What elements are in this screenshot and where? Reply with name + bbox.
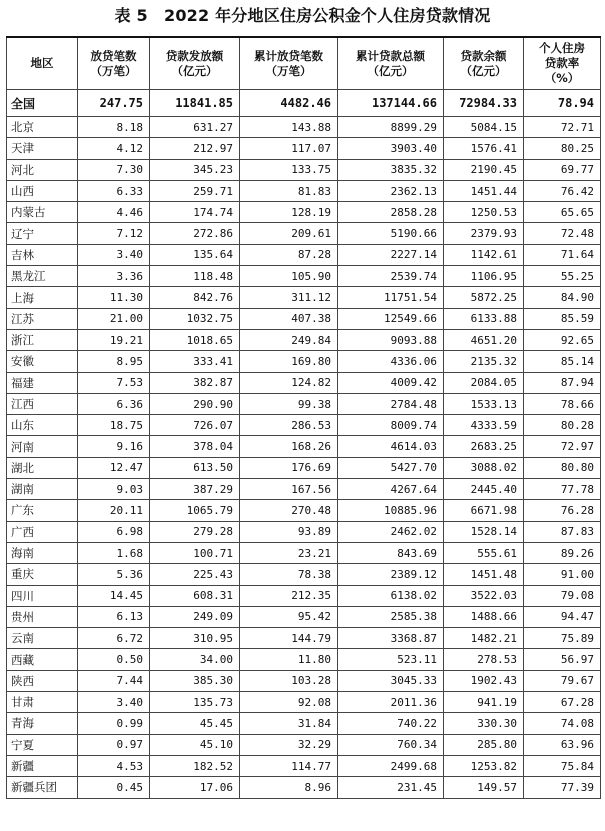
- value-cell: 9.03: [78, 479, 150, 500]
- value-cell: 2858.28: [338, 202, 444, 223]
- region-cell: 河南: [7, 436, 78, 457]
- value-cell: 91.00: [524, 564, 601, 585]
- column-header-6: 个人住房 贷款率 （%）: [524, 37, 601, 90]
- value-cell: 3835.32: [338, 159, 444, 180]
- value-cell: 8.96: [240, 777, 338, 798]
- value-cell: 11841.85: [150, 90, 240, 117]
- region-cell: 四川: [7, 585, 78, 606]
- value-cell: 5190.66: [338, 223, 444, 244]
- value-cell: 3903.40: [338, 138, 444, 159]
- value-cell: 7.44: [78, 670, 150, 691]
- value-cell: 77.39: [524, 777, 601, 798]
- value-cell: 2585.38: [338, 606, 444, 627]
- value-cell: 19.21: [78, 329, 150, 350]
- value-cell: 87.94: [524, 372, 601, 393]
- value-cell: 278.53: [444, 649, 524, 670]
- value-cell: 133.75: [240, 159, 338, 180]
- region-cell: 湖南: [7, 479, 78, 500]
- value-cell: 4333.59: [444, 415, 524, 436]
- value-cell: 3.36: [78, 266, 150, 287]
- value-cell: 247.75: [78, 90, 150, 117]
- header-row: [7, 37, 601, 90]
- value-cell: 137144.66: [338, 90, 444, 117]
- value-cell: 2362.13: [338, 180, 444, 201]
- value-cell: 76.42: [524, 180, 601, 201]
- value-cell: 225.43: [150, 564, 240, 585]
- total-row: [7, 90, 601, 117]
- value-cell: 69.77: [524, 159, 601, 180]
- region-cell: 宁夏: [7, 734, 78, 755]
- column-header-1: 放贷笔数 （万笔）: [78, 37, 150, 90]
- table-row: [7, 734, 601, 755]
- value-cell: 124.82: [240, 372, 338, 393]
- value-cell: 80.25: [524, 138, 601, 159]
- region-cell: 辽宁: [7, 223, 78, 244]
- value-cell: 11751.54: [338, 287, 444, 308]
- table-row: [7, 436, 601, 457]
- value-cell: 6.36: [78, 393, 150, 414]
- table-row: [7, 138, 601, 159]
- value-cell: 279.28: [150, 521, 240, 542]
- value-cell: 174.74: [150, 202, 240, 223]
- value-cell: 1488.66: [444, 606, 524, 627]
- value-cell: 555.61: [444, 542, 524, 563]
- value-cell: 117.07: [240, 138, 338, 159]
- value-cell: 2499.68: [338, 755, 444, 776]
- value-cell: 8.95: [78, 351, 150, 372]
- value-cell: 95.42: [240, 606, 338, 627]
- value-cell: 128.19: [240, 202, 338, 223]
- value-cell: 286.53: [240, 415, 338, 436]
- value-cell: 249.84: [240, 329, 338, 350]
- value-cell: 81.83: [240, 180, 338, 201]
- value-cell: 75.89: [524, 628, 601, 649]
- value-cell: 80.28: [524, 415, 601, 436]
- value-cell: 4.53: [78, 755, 150, 776]
- value-cell: 290.90: [150, 393, 240, 414]
- value-cell: 12.47: [78, 457, 150, 478]
- value-cell: 4.12: [78, 138, 150, 159]
- region-cell: 全国: [7, 90, 78, 117]
- value-cell: 23.21: [240, 542, 338, 563]
- table-header: [7, 37, 601, 90]
- table-row: [7, 223, 601, 244]
- column-header-5: 贷款余额 （亿元）: [444, 37, 524, 90]
- value-cell: 6671.98: [444, 500, 524, 521]
- value-cell: 10885.96: [338, 500, 444, 521]
- value-cell: 3.40: [78, 692, 150, 713]
- value-cell: 8.18: [78, 117, 150, 138]
- value-cell: 1106.95: [444, 266, 524, 287]
- table-row: [7, 266, 601, 287]
- value-cell: 3045.33: [338, 670, 444, 691]
- region-cell: 河北: [7, 159, 78, 180]
- table-row: [7, 457, 601, 478]
- value-cell: 182.52: [150, 755, 240, 776]
- value-cell: 11.80: [240, 649, 338, 670]
- table-row: [7, 117, 601, 138]
- value-cell: 85.59: [524, 308, 601, 329]
- table-row: [7, 415, 601, 436]
- table-row: [7, 713, 601, 734]
- value-cell: 74.08: [524, 713, 601, 734]
- value-cell: 4.46: [78, 202, 150, 223]
- table-row: [7, 542, 601, 563]
- value-cell: 2539.74: [338, 266, 444, 287]
- value-cell: 21.00: [78, 308, 150, 329]
- value-cell: 310.95: [150, 628, 240, 649]
- value-cell: 6138.02: [338, 585, 444, 606]
- value-cell: 1142.61: [444, 244, 524, 265]
- value-cell: 941.19: [444, 692, 524, 713]
- value-cell: 65.65: [524, 202, 601, 223]
- region-cell: 海南: [7, 542, 78, 563]
- value-cell: 11.30: [78, 287, 150, 308]
- value-cell: 1528.14: [444, 521, 524, 542]
- value-cell: 114.77: [240, 755, 338, 776]
- value-cell: 18.75: [78, 415, 150, 436]
- value-cell: 20.11: [78, 500, 150, 521]
- value-cell: 31.84: [240, 713, 338, 734]
- value-cell: 32.29: [240, 734, 338, 755]
- region-cell: 山西: [7, 180, 78, 201]
- table-row: [7, 670, 601, 691]
- region-cell: 贵州: [7, 606, 78, 627]
- region-cell: 西藏: [7, 649, 78, 670]
- value-cell: 87.28: [240, 244, 338, 265]
- value-cell: 84.90: [524, 287, 601, 308]
- value-cell: 726.07: [150, 415, 240, 436]
- value-cell: 3.40: [78, 244, 150, 265]
- table-row: [7, 564, 601, 585]
- value-cell: 2379.93: [444, 223, 524, 244]
- table-row: [7, 393, 601, 414]
- value-cell: 4267.64: [338, 479, 444, 500]
- value-cell: 118.48: [150, 266, 240, 287]
- value-cell: 85.14: [524, 351, 601, 372]
- value-cell: 71.64: [524, 244, 601, 265]
- value-cell: 378.04: [150, 436, 240, 457]
- value-cell: 6133.88: [444, 308, 524, 329]
- value-cell: 843.69: [338, 542, 444, 563]
- value-cell: 385.30: [150, 670, 240, 691]
- region-cell: 湖北: [7, 457, 78, 478]
- value-cell: 169.80: [240, 351, 338, 372]
- table-title: 表 5 2022 年分地区住房公积金个人住房贷款情况: [114, 6, 491, 25]
- value-cell: 0.99: [78, 713, 150, 734]
- value-cell: 45.10: [150, 734, 240, 755]
- value-cell: 7.12: [78, 223, 150, 244]
- value-cell: 330.30: [444, 713, 524, 734]
- value-cell: 17.06: [150, 777, 240, 798]
- region-cell: 甘肃: [7, 692, 78, 713]
- value-cell: 345.23: [150, 159, 240, 180]
- value-cell: 1482.21: [444, 628, 524, 649]
- value-cell: 523.11: [338, 649, 444, 670]
- region-cell: 新疆兵团: [7, 777, 78, 798]
- value-cell: 212.97: [150, 138, 240, 159]
- value-cell: 6.98: [78, 521, 150, 542]
- value-cell: 2227.14: [338, 244, 444, 265]
- value-cell: 1451.44: [444, 180, 524, 201]
- table-row: [7, 500, 601, 521]
- value-cell: 0.45: [78, 777, 150, 798]
- value-cell: 0.97: [78, 734, 150, 755]
- value-cell: 3522.03: [444, 585, 524, 606]
- value-cell: 1065.79: [150, 500, 240, 521]
- value-cell: 1533.13: [444, 393, 524, 414]
- value-cell: 63.96: [524, 734, 601, 755]
- value-cell: 608.31: [150, 585, 240, 606]
- table-row: [7, 180, 601, 201]
- value-cell: 78.38: [240, 564, 338, 585]
- value-cell: 167.56: [240, 479, 338, 500]
- value-cell: 5.36: [78, 564, 150, 585]
- value-cell: 631.27: [150, 117, 240, 138]
- region-cell: 重庆: [7, 564, 78, 585]
- table-row: [7, 351, 601, 372]
- value-cell: 8899.29: [338, 117, 444, 138]
- value-cell: 0.50: [78, 649, 150, 670]
- value-cell: 212.35: [240, 585, 338, 606]
- loan-table: [6, 36, 601, 799]
- table-row: [7, 606, 601, 627]
- value-cell: 1032.75: [150, 308, 240, 329]
- value-cell: 56.97: [524, 649, 601, 670]
- value-cell: 72.71: [524, 117, 601, 138]
- value-cell: 740.22: [338, 713, 444, 734]
- region-cell: 内蒙古: [7, 202, 78, 223]
- value-cell: 45.45: [150, 713, 240, 734]
- value-cell: 135.73: [150, 692, 240, 713]
- value-cell: 1253.82: [444, 755, 524, 776]
- value-cell: 333.41: [150, 351, 240, 372]
- region-cell: 浙江: [7, 329, 78, 350]
- value-cell: 7.30: [78, 159, 150, 180]
- table-row: [7, 628, 601, 649]
- value-cell: 55.25: [524, 266, 601, 287]
- value-cell: 87.83: [524, 521, 601, 542]
- value-cell: 4009.42: [338, 372, 444, 393]
- value-cell: 3088.02: [444, 457, 524, 478]
- value-cell: 4614.03: [338, 436, 444, 457]
- table-row: [7, 287, 601, 308]
- table-row: [7, 777, 601, 798]
- region-cell: 北京: [7, 117, 78, 138]
- table-row: [7, 585, 601, 606]
- value-cell: 311.12: [240, 287, 338, 308]
- value-cell: 209.61: [240, 223, 338, 244]
- value-cell: 89.26: [524, 542, 601, 563]
- value-cell: 78.94: [524, 90, 601, 117]
- value-cell: 93.89: [240, 521, 338, 542]
- value-cell: 92.65: [524, 329, 601, 350]
- value-cell: 8009.74: [338, 415, 444, 436]
- region-cell: 新疆: [7, 755, 78, 776]
- value-cell: 1.68: [78, 542, 150, 563]
- table-row: [7, 692, 601, 713]
- value-cell: 231.45: [338, 777, 444, 798]
- table-row: [7, 308, 601, 329]
- value-cell: 143.88: [240, 117, 338, 138]
- value-cell: 2011.36: [338, 692, 444, 713]
- region-cell: 吉林: [7, 244, 78, 265]
- value-cell: 9.16: [78, 436, 150, 457]
- value-cell: 6.13: [78, 606, 150, 627]
- value-cell: 2389.12: [338, 564, 444, 585]
- value-cell: 5427.70: [338, 457, 444, 478]
- table-row: [7, 649, 601, 670]
- value-cell: 144.79: [240, 628, 338, 649]
- value-cell: 14.45: [78, 585, 150, 606]
- value-cell: 135.64: [150, 244, 240, 265]
- value-cell: 12549.66: [338, 308, 444, 329]
- value-cell: 9093.88: [338, 329, 444, 350]
- region-cell: 天津: [7, 138, 78, 159]
- value-cell: 105.90: [240, 266, 338, 287]
- value-cell: 249.09: [150, 606, 240, 627]
- table-row: [7, 755, 601, 776]
- value-cell: 259.71: [150, 180, 240, 201]
- value-cell: 94.47: [524, 606, 601, 627]
- column-header-4: 累计贷款总额 （亿元）: [338, 37, 444, 90]
- table-row: [7, 479, 601, 500]
- value-cell: 72.97: [524, 436, 601, 457]
- value-cell: 1451.48: [444, 564, 524, 585]
- column-header-2: 贷款发放额 （亿元）: [150, 37, 240, 90]
- value-cell: 4482.46: [240, 90, 338, 117]
- table-row: [7, 521, 601, 542]
- region-cell: 江西: [7, 393, 78, 414]
- value-cell: 72984.33: [444, 90, 524, 117]
- region-cell: 江苏: [7, 308, 78, 329]
- value-cell: 79.67: [524, 670, 601, 691]
- value-cell: 2135.32: [444, 351, 524, 372]
- region-cell: 广东: [7, 500, 78, 521]
- value-cell: 382.87: [150, 372, 240, 393]
- value-cell: 2445.40: [444, 479, 524, 500]
- value-cell: 285.80: [444, 734, 524, 755]
- value-cell: 2084.05: [444, 372, 524, 393]
- value-cell: 75.84: [524, 755, 601, 776]
- value-cell: 4651.20: [444, 329, 524, 350]
- value-cell: 760.34: [338, 734, 444, 755]
- value-cell: 103.28: [240, 670, 338, 691]
- value-cell: 272.86: [150, 223, 240, 244]
- table-body: [7, 90, 601, 799]
- value-cell: 407.38: [240, 308, 338, 329]
- value-cell: 6.72: [78, 628, 150, 649]
- region-cell: 青海: [7, 713, 78, 734]
- value-cell: 1902.43: [444, 670, 524, 691]
- value-cell: 387.29: [150, 479, 240, 500]
- column-header-region: 地区: [7, 37, 78, 90]
- table-row: [7, 372, 601, 393]
- value-cell: 99.38: [240, 393, 338, 414]
- value-cell: 176.69: [240, 457, 338, 478]
- value-cell: 80.80: [524, 457, 601, 478]
- value-cell: 77.78: [524, 479, 601, 500]
- value-cell: 34.00: [150, 649, 240, 670]
- value-cell: 79.08: [524, 585, 601, 606]
- value-cell: 5872.25: [444, 287, 524, 308]
- value-cell: 1576.41: [444, 138, 524, 159]
- value-cell: 613.50: [150, 457, 240, 478]
- value-cell: 2462.02: [338, 521, 444, 542]
- value-cell: 5084.15: [444, 117, 524, 138]
- value-cell: 76.28: [524, 500, 601, 521]
- value-cell: 100.71: [150, 542, 240, 563]
- table-row: [7, 244, 601, 265]
- value-cell: 3368.87: [338, 628, 444, 649]
- value-cell: 1250.53: [444, 202, 524, 223]
- region-cell: 黑龙江: [7, 266, 78, 287]
- value-cell: 1018.65: [150, 329, 240, 350]
- column-header-3: 累计放贷笔数 （万笔）: [240, 37, 338, 90]
- table-row: [7, 329, 601, 350]
- value-cell: 67.28: [524, 692, 601, 713]
- table-row: [7, 202, 601, 223]
- value-cell: 168.26: [240, 436, 338, 457]
- region-cell: 云南: [7, 628, 78, 649]
- table-row: [7, 159, 601, 180]
- region-cell: 安徽: [7, 351, 78, 372]
- value-cell: 270.48: [240, 500, 338, 521]
- value-cell: 7.53: [78, 372, 150, 393]
- region-cell: 山东: [7, 415, 78, 436]
- region-cell: 陕西: [7, 670, 78, 691]
- value-cell: 842.76: [150, 287, 240, 308]
- value-cell: 149.57: [444, 777, 524, 798]
- value-cell: 4336.06: [338, 351, 444, 372]
- value-cell: 72.48: [524, 223, 601, 244]
- region-cell: 福建: [7, 372, 78, 393]
- region-cell: 广西: [7, 521, 78, 542]
- value-cell: 6.33: [78, 180, 150, 201]
- value-cell: 92.08: [240, 692, 338, 713]
- value-cell: 2784.48: [338, 393, 444, 414]
- value-cell: 2190.45: [444, 159, 524, 180]
- region-cell: 上海: [7, 287, 78, 308]
- value-cell: 2683.25: [444, 436, 524, 457]
- value-cell: 78.66: [524, 393, 601, 414]
